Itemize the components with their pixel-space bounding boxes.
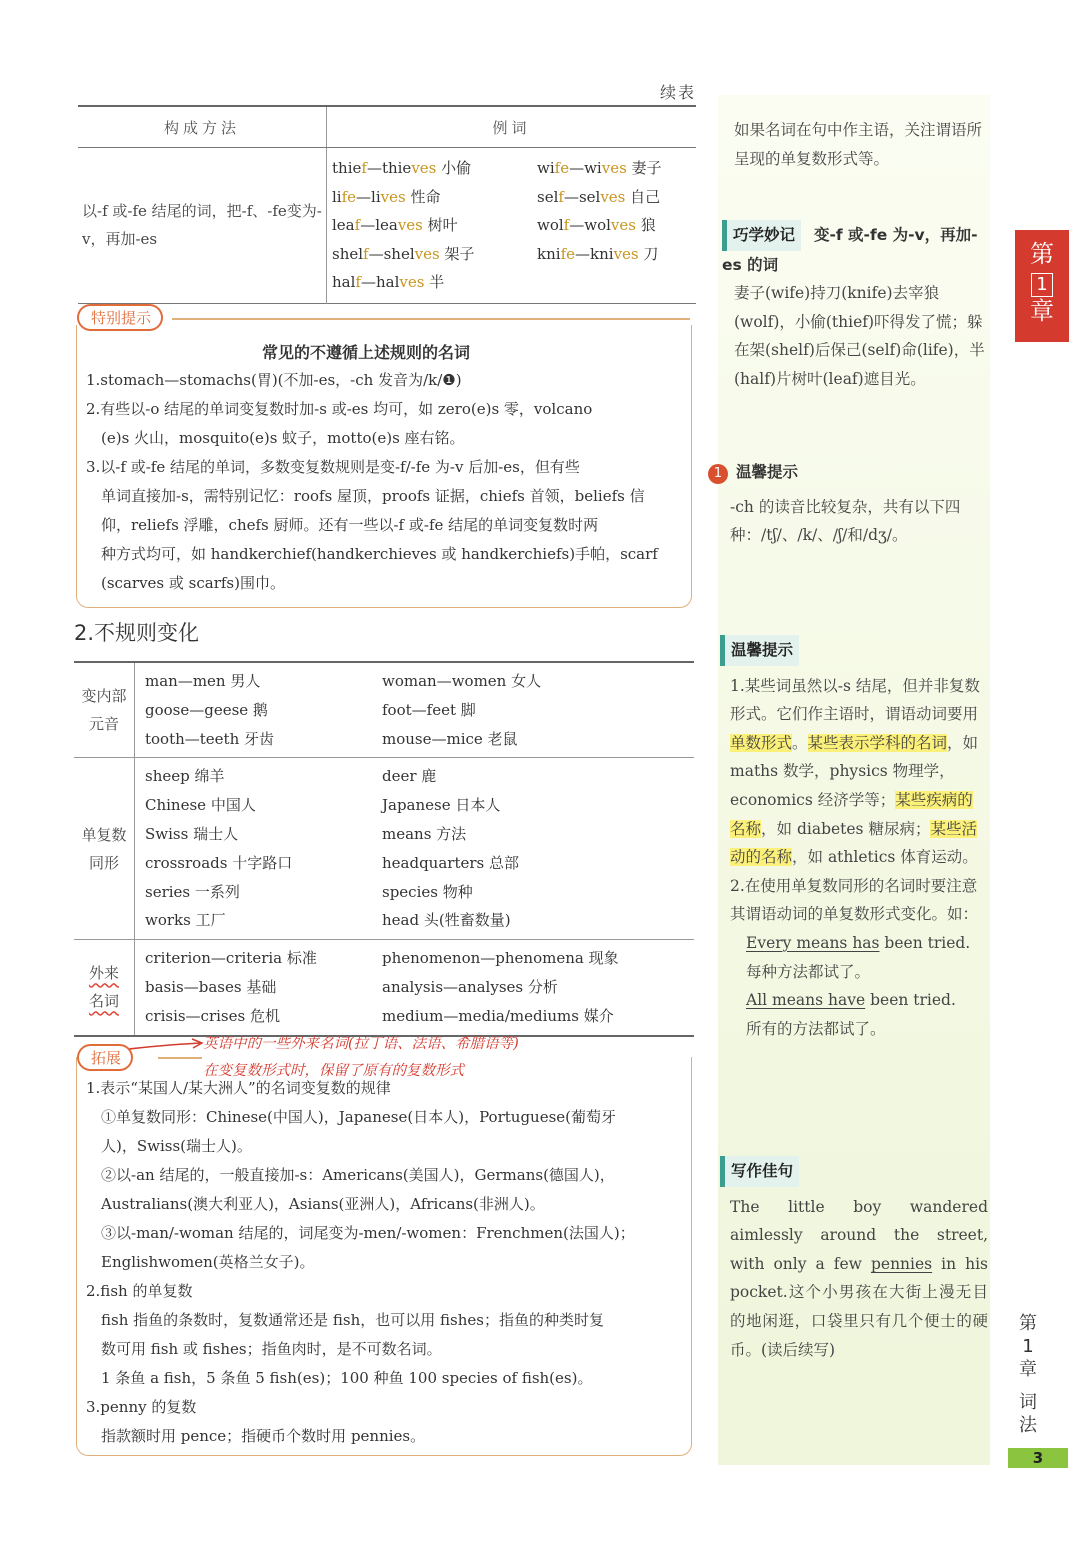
writing-body: The little boy wandered aimlessly around the street, with only a few pennies in his pocket.这个小男孩在大街上漫无目的地闲逛，口袋里只有几个便士的硬币。(读后续写) <box>730 1197 988 1359</box>
divider <box>158 1057 202 1059</box>
page-number: 3 <box>1008 1448 1068 1468</box>
method-cell: 以-f 或-fe 结尾的词，把-f、-fe变为-v，再加-es <box>78 148 327 304</box>
extension-line: 2.fish 的单复数 <box>86 1282 193 1300</box>
extension-line: Englishwomen(英格兰女子)。 <box>101 1253 315 1271</box>
example-word: knife—knives 刀 <box>537 244 659 263</box>
example-word: wolf—wolves 狼 <box>537 216 656 234</box>
warm-tip-body: -ch 的读音比较复杂，共有以下四种：/tʃ/、/k/、/ʃ/和/dʒ/。 <box>730 497 961 545</box>
divider <box>172 318 690 320</box>
extension-line: 指款额时用 pence；指硬币个数时用 pennies。 <box>101 1427 426 1445</box>
example-word: leaf—leaves 树叶 <box>332 216 458 234</box>
memory-body: 妻子(wife)持刀(knife)去宰狼(wolf)，小偷(thief)吓得发了慌；躲在架(shelf)后保己(self)命(life)，半(half)片树叶(leaf)遮目光。 <box>734 284 985 388</box>
tip-line: 单词直接加-s，需特别记忆：roofs 屋顶，proofs 证据，chiefs 首领，beliefs 信 <box>101 487 645 505</box>
tip-line: 仰，reliefs 浮雕，chefs 厨师。还有一些以-f 或-fe 结尾的单词变复数时两 <box>101 516 599 534</box>
extension-line: fish 指鱼的条数时，复数通常还是 fish，也可以用 fishes；指鱼的种类时复 <box>101 1311 604 1329</box>
table-f-fe-rule <box>78 105 696 304</box>
group-left-words: man—men 男人 goose—geese 鹅 tooth—teeth 牙齿 <box>145 672 275 748</box>
warm-tip-tag: 温馨提示 <box>720 635 799 666</box>
handwritten-note: 英语中的一些外来名词(拉丁语、法语、希腊语等) 在变复数形式时，保留了原有的复数形式 <box>203 1036 519 1079</box>
group-label: 单复数 同形 <box>74 758 135 940</box>
group-right-words: phenomenon—phenomena 现象 analysis—analyses 分析 medium—media/mediums 媒介 <box>381 940 694 1036</box>
group-left-words: sheep 绵羊 Chinese 中国人 Swiss 瑞士人 crossroads 十字路口 series 一系列 works 工厂 <box>135 758 382 940</box>
chapter-tab: 第 1 章 <box>1015 230 1069 342</box>
group-right-words: woman—women 女人 foot—feet 脚 mouse—mice 老鼠 <box>382 672 542 748</box>
group-right-words: deer 鹿 Japanese 日本人 means 方法 headquarters 总部 species 物种 head 头(牲畜数量) <box>381 758 694 940</box>
special-tip-title: 常见的不遵循上述规则的名词 <box>262 343 471 362</box>
extension-line: ③以-man/-woman 结尾的，词尾变为-men/-women：Frenchmen(法国人)； <box>101 1224 635 1242</box>
example-translation: 每种方法都试了。 <box>746 962 871 981</box>
section-title: 2.不规则变化 <box>74 621 200 645</box>
example-word: life—lives 性命 <box>332 187 441 206</box>
table-irregular-plurals <box>74 661 694 1037</box>
memory-tip <box>722 220 986 394</box>
table-header-examples: 例词 <box>327 106 697 148</box>
table-header-method: 构成方法 <box>78 106 327 148</box>
example-word: self—selves 自己 <box>537 187 661 206</box>
special-tip-body <box>86 366 686 598</box>
example-word: shelf—shelves 架子 <box>332 244 475 263</box>
extension-line: 人)，Swiss(瑞士人)。 <box>101 1137 252 1155</box>
group-label: 外来 名词 <box>74 940 135 1036</box>
tip-line: (scarves 或 scarfs)围巾。 <box>101 574 285 592</box>
warm-tip-1 <box>708 458 988 550</box>
tip-line: 3.以-f 或-fe 结尾的单词，多数变复数规则是变-f/-fe 为-v 后加-es，但有些 <box>86 458 580 476</box>
group-left-words: criterion—criteria 标准 basis—bases 基础 crisis—crises 危机 <box>135 940 382 1036</box>
writing-tip <box>720 1156 988 1364</box>
examples-right <box>532 148 696 304</box>
writing-tag: 写作佳句 <box>720 1156 799 1187</box>
memory-tag: 巧学妙记 <box>722 220 801 251</box>
warm-tip-title: 温馨提示 <box>736 463 799 481</box>
warm-tip-2-body: 1.某些词虽然以-s 结尾，但并非复数形式。它们作主语时，谓语动词要用单数形式。某些表示学科的名词，如 maths 数学，physics 物理学，economics 经济学等；某些疾病的名称，如 diabetes 糖尿病；某些活动的名称，如 athletics 体育运动。 <box>730 676 980 867</box>
note-number-badge: 1 <box>708 464 728 484</box>
tip-line: 2.有些以-o 结尾的单词变复数时加-s 或-es 均可，如 zero(e)s 零，volcano <box>86 400 593 418</box>
warm-tip-2 <box>720 635 988 1043</box>
memory-title: 变-f 或-fe 为-v，再加-es 的词 <box>722 226 978 274</box>
special-tip-tag: 特别提示 <box>77 304 163 331</box>
extension-line: 1 条鱼 a fish，5 条鱼 5 fish(es)；100 种鱼 100 species of fish(es)。 <box>101 1369 593 1387</box>
extension-line: ②以-an 结尾的，一般直接加-s：Americans(美国人)，Germans(德国人)， <box>101 1166 615 1184</box>
extension-line: 数可用 fish 或 fishes；指鱼肉时，是不可数名词。 <box>101 1340 442 1358</box>
group-label: 变内部 元音 <box>74 662 135 758</box>
extension-line: 3.penny 的复数 <box>86 1398 197 1416</box>
extension-line: ①单复数同形：Chinese(中国人)，Japanese(日本人)，Portuguese(葡萄牙 <box>101 1108 617 1126</box>
example-word: half—halves 半 <box>332 273 445 291</box>
example-word: thief—thieves 小偷 <box>332 159 472 177</box>
example-sentence: All means have been tried. <box>746 991 956 1010</box>
example-sentence: Every means has been tried. <box>746 933 971 952</box>
tip-line: 1.stomach—stomachs(胃)(不加-es，-ch 发音为/k/❶) <box>86 371 462 389</box>
extension-line: Australians(澳大利亚人)，Asians(亚洲人)，Africans(非洲人)。 <box>101 1195 545 1213</box>
examples-left <box>327 148 533 304</box>
example-word: wife—wives 妻子 <box>537 159 662 177</box>
example-translation: 所有的方法都试了。 <box>746 1019 886 1038</box>
side-note: 如果名词在句中作主语，关注谓语所呈现的单复数形式等。 <box>734 121 983 168</box>
warm-tip-2-point2: 2.在使用单复数同形的名词时要注意其谓语动词的单复数形式变化。如： <box>730 876 979 924</box>
tip-line: 种方式均可，如 handkerchief(handkerchieves 或 handkerchiefs)手帕，scarf <box>101 545 658 563</box>
extension-tag: 拓展 <box>77 1044 133 1071</box>
continued-label: 续表 <box>660 83 697 102</box>
tip-line: (e)s 火山，mosquito(e)s 蚊子，motto(e)s 座右铭。 <box>101 429 465 447</box>
chapter-vertical-label: 第 1 章 词 法 <box>1019 1313 1037 1436</box>
extension-line: 1.表示“某国人/某大洲人”的名词变复数的规律 <box>86 1079 391 1097</box>
extension-body <box>86 1074 686 1451</box>
